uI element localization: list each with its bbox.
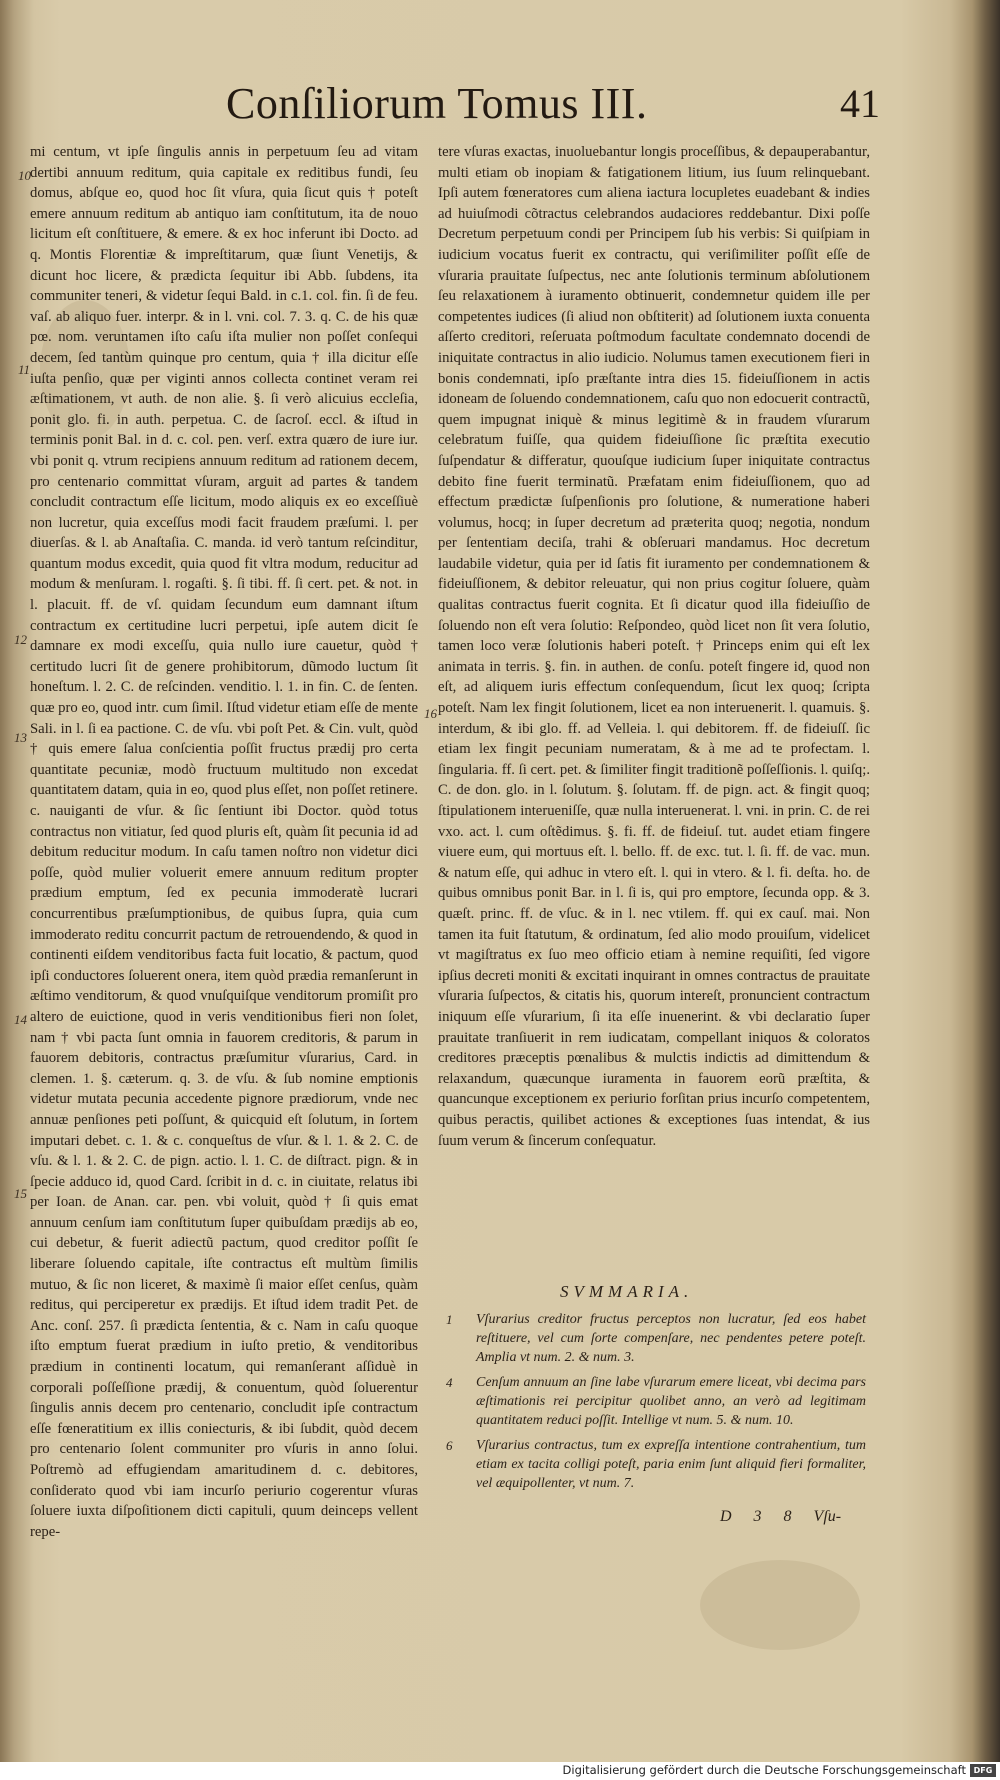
summaria-list — [446, 1310, 866, 1499]
summaria-item-number: 4 — [446, 1375, 453, 1390]
margin-number: 16 — [424, 706, 437, 721]
margin-number: 12 — [14, 632, 27, 647]
margin-number: 15 — [14, 1186, 27, 1201]
digitization-footer — [0, 1762, 1000, 1780]
margin-number: 14 — [14, 1012, 27, 1027]
right-text-column — [438, 142, 870, 1151]
signature-catchword: D 3 8 Vſu- — [720, 1508, 842, 1525]
margin-number: 13 — [14, 730, 27, 745]
summaria-item — [446, 1310, 866, 1367]
summaria-item-text: Vſurarius creditor fructus perceptos non lucratur, ſed eos habet reſtituere, vel cum ſorte compenſare, nec pendentes petere poteſt. Amplia vt num. 2. & num. 3. — [476, 1312, 866, 1365]
summaria-item — [446, 1373, 866, 1430]
summaria-item-number: 6 — [446, 1438, 453, 1453]
summaria-item-number: 1 — [446, 1312, 453, 1327]
funding-notice: Digitalisierung gefördert durch die Deutsche Forschungsgemeinschaft — [562, 1763, 966, 1777]
margin-number: 11 — [18, 362, 31, 377]
running-title: Conſiliorum Tomus III. — [226, 79, 648, 128]
summaria-item-text: Vſurarius contractus, tum ex expreſſa intentione contrahentium, tum etiam ex tacita colligi poteſt, paria enim ſunt aliquid fieri formaliter, vel æquipollenter, vt num. 7. — [476, 1438, 866, 1491]
summaria-heading: SVMMARIA. — [560, 1282, 694, 1301]
summaria-item-text: Cenſum annuum an ſine labe vſurarum emere liceat, vbi decima pars æſtimationis rei percipitur quolibet anno, an verò ad legitimam quantitatem reduci poſſit. Intellige vt num. 5. & num. 10. — [476, 1375, 866, 1428]
left-column-body: mi centum, vt ipſe ſingulis annis in perpetuum ſeu ad vitam dertibi annuum reditum, quia capitale ex reditibus fundi, ſeu domus, abſque eo, quod hoc ſit vſura, quia ſicut quis † poteſt emere annuum reditum ab antiquo iam conſtitutum, ita de nouo licitum eſt conſtituere, & emere. & ex hoc inferunt ibi Docto. ad q. Montis Florentiæ & impreſtitarum, quæ ſiunt Venetijs, & dicunt hoc licere, & prædicta ſequitur ibi Abb. ſubdens, ita communiter teneri, & videtur ſequi Bald. in c.1. col. fin. ſi de feu. vaſ. ab aliquo fuer. interpr. & in l. vni. col. 7. 3. q. C. de his quæ pœ. nom. veruntamen iſto caſu iſta mulier non poſſet conſequi decem, ſed tantùm quinque pro centum, quia † illa dicitur eſſe iuſta penſio, quæ per viginti annos collecta continet veram rei æſtimationem, vt auth. de non alie. §. ſi verò alicuius eccleſia, ponit glo. fi. in auth. perpetua. C. de ſacroſ. eccl. & iſtud in terminis ponit Bal. in d. c. col. pen. verſ. extra quæro de iure iur. vbi ponit q. vtrum recipiens annuum reditum ad rationem decem, pro centenario committat vſuram, arguit ad partes & tandem concludit contractum eſſe licitum, modo aliquis ex eo exceſſiuè non lucretur, quia exceſſus modi facit fraudem præſumi. l. per diuerſas. & l. ab Anaſtaſia. C. manda. id verò tantum reſcinditur, quantum modus excedit, quia quod fit vltra modum, reducitur ad modum & menſuram. l. rogaſti. §. ſi tibi. ff. ſi cert. pet. & not. in l. placuit. ff. de vſ. quidam ſecundum eum damnant iſtum contractum ex certitudine lucri perpetui, ipſe autem dicit ſe damnare ex modi exceſſu, quia nullo iure cauetur, quòd † certitudo lucri ſit de genere prohibitorum, dũmodo luctum ſit honeſtum. l. 2. C. de reſcinden. venditio. l. 1. in fin. C. de ſenten. quæ pro eo, quod intr. cum ſimil. Iſtud videtur etiam eſſe de mente Sali. in l. ſi ea pactione. C. de vſu. vbi poſt Pet. & Cin. vult, quòd † quis emere ſalua conſcientia poſſit fructus prædij pro certa quantitate pecuniæ, modò fructuum multitudo non excedat quantitatem datam, quia in eo, quod plus eſſet, non poſſet retinere. c. nauiganti de vſur. & ſic ſentiunt ibi Doctor. quòd totus contractus non vitiatur, ſed quod pluris eſt, quàm ſit pecunia id ad debitum reducitur modum. In caſu tamen noſtro non videtur dici poſſe, quòd mulier voluerit emere annuum reditum propter prædium emptum, ſed ex pecunia immoderatè lucrari concurrentibus præſumptionibus, de quibus ſupra, quia cum immoderato reditu concurrit pactum de retrouendendo, & quod in continenti eiſdem venditoribus facta fuit locatio, & pactum, quod ipſi conductores ſoluerent onera, item quòd prædia remanſerunt in æſtimo venditorum, & quod vnuſquiſque venditorum promiſit pro altero de euictione, quod in veris venditionibus fieri non ſolet, nam † vbi pacta ſunt omnia in fauorem creditoris, & parum in fauorem debitoris, contractus præſumitur vſurarius, Card. in clemen. 1. §. cæterum. q. 3. de vſu. & ſub nomine emptionis videtur mutata pecunia accedente pignore prædiorum, vnde nec annuæ penſiones peti poſſunt, & quicquid eſt ſolutum, in ſortem imputari debet. c. 1. & c. conqueſtus de vſur. & l. 1. & 2. C. de vſu. & l. 1. & 2. C. de pign. actio. l. 1. C. de diſtract. pign. & in ſpecie adduco id, quod Card. ſcribit in d. c. in ciuitate, relatus ibi per Ioan. de Anan. car. pen. vbi voluit, quòd † ſi quis emat annuum cenſum iam conſtitutum ſuper quibuſdam prædijs ab eo, cui debetur, & fuerit adiectũ pactum, quod creditor poſſit ſe liberare ſoluendo capitale, iſte contractus eſt multùm ſimilis mutuo, & ſic non liceret, & maximè ſi maior eſſet cenſus, quàm reditus, qui perciperetur ex prædijs. Et iſtud idem tradit Pet. de Anc. conſ. 257. ſi prædicta ſententia, & c. Nam in caſu quoque iſto emptum fuerat prædium in iuſto pretio, & venditoribus prædium in continenti locatum, qui remanſerant aſſiduè in corporali poſſeſſione prædij, & conuentum, quòd ſoluerentur ſingulis annis decem pro centenario, concludit ipſe contractum eſſe fœneratitium ex illis coniecturis, & ibi ſubdit, quòd decem pro centenario ſolent communiter pro vſuris in anno ſolui. Poſtremò ad effugiendam amaritudinem d. c. debitores, conſiderato quod vbi iam incurſo periurio cogerentur vſuras ſoluere iuxta diſpoſitionem dicti capituli, quum deinceps vellent repe- — [30, 144, 418, 1540]
dfg-logo: DFG — [970, 1764, 996, 1777]
page-number: 41 — [840, 81, 880, 126]
margin-number: 10 — [18, 168, 31, 183]
paper-stain — [700, 1560, 860, 1650]
right-column-body: tere vſuras exactas, inuoluebantur longis proceſſibus, & depauperabantur, multi etiam ob inopiam & fatigationem litium, ius ſuum relinquebant. Ipſi autem fœneratores cum aliena iactura locupletes euadebant & indies ad huiuſmodi cõtractus celebrandos audaciores reddebantur. Dixi poſſe Decretum perpetuum condi per Principem ſub his verbis: Si quiſpiam in iudicium vocatus fuerit ex contractu, qui veriſimiliter poſſit eſſe de vſuraria prauitate ſuſpectus, nec ante ſolutionis terminum abſolutionem ſeu relaxationem à iuramento obtinuerit, condemnetur quidem ille per competentes iudices (ſi aliud non obſtiterit) ad ſolutionem iuxta conuenta aſſerto creditori, reſeruata poſtmodum facultate condemnato docendi de iniquitate contractus in alio iudicio. Nolumus tamen executionem fieri in bonis condemnati, ipſo præſtante intra dies 15. fideiuſſionem in actis idoneam de ſoluendo condemnationem, caſu quo non edocuerit contractũ, quem impugnat iniquè & minus legitimè & in fraudem vſurarum celebratum fuiſſe, qua quidem fideiuſſione ſic præſtita executio ſuſpendatur & differatur, quouſque iudicium ſuper iniquitate contractus debito fine fuerit terminatũ. Præfatam enim fideiuſſionem, quo ad effectum prædictæ ſuſpenſionis pro ſolutione, & numeratione haberi volumus, hocq; in ſuper decretum ad præterita quoq; negotia, nondum per ſententiam deciſa, trahi & obſeruari mandamus. Hoc decretum laudabile videtur, quia per id ſatis fit iuramento per condemnationem & fideiuſſionem, & debitor releuatur, qui non prius cogitur ſoluere, quàm qualitas contractus fuerit cognita. Et ſi dicatur quod illa fideiuſſio de ſoluendo non eſt vera ſolutio: Reſpondeo, quòd licet non ſit vera ſolutio, tamen loco veræ ſolutionis haberi poteſt. † Princeps enim qui eſt lex animata in terris. §. fin. in authen. de conſu. poteſt fingere id, quod non eſt, ad aliquem iuris effectum conſequendum, ſicut lex quoq; ſcripta poteſt. Nam lex fingit ſolutionem, licet ea non interuenerit. l. quamuis. §. interdum, & ibi glo. ff. ad Velleia. l. qui debitorem. ff. de fideiuſſ. ſic etiam lex fingit pecuniam numeratam, & à me ad te profectam. l. ſingularia. ff. ſi cert. pet. & ſimiliter fingit traditionẽ poſſeſſionis. l. quiſq;. C. de don. glo. in l. ſolutum. §. ſolutam. ff. de pign. act. & fingit quoq; ſtipulationem interueniſſe, quæ nulla interuenerat. l. vni. in prin. C. de rei vxo. act. l. cum oſtẽdimus. §. fi. ff. de fideiuſ. tut. audet etiam fingere viuere eum, qui mortuus eſt. l. bello. ff. de exc. tut. l. ſi. ff. de vac. mun. & natum eſſe, qui adhuc in vtero eſt. l. qui in vtero. & l. fi. deſta. ho. de quibus omnibus ponit Bar. in l. ſi is, qui pro emptore, ſecunda opp. & 3. quæſt. princ. ff. de vſuc. & in l. nec vtilem. ff. qui ex cauſ. mai. Non tamen ita fuit ſtatutum, & ordinatum, ſed alio modo prouiſum, videlicet vt magiſtratus ex ſuo meo officio etiam à nemine requiſiti, ſed vigore ipſius decreti moniti & excitati inquirant in omnes contractus de prauitate vſuraria ſuſpectos, & citatis his, quorum intereſt, pronuncient contractum iniquum eſſe vſurarium, ſi ita eſſe inuenerint. & vbi declaratio ſuper prauitate tranſiuerit in rem iudicatam, compellant iniquos & coloratos creditores præceptis pœnalibus & mulctis indictis ad dimittendum & relaxandum, quæcunque iuramenta in fauorem eorũ præſtita, & quancunque exceptionem ex periurio forſitan prius incurſo competentem, quibus peractis, quilibet actiones & exceptiones ſuas intendat, & ius ſuum verum & ſincerum conſequatur. — [438, 144, 870, 1149]
summaria-item — [446, 1436, 866, 1493]
page-header — [0, 78, 1000, 138]
left-text-column — [30, 142, 418, 1542]
